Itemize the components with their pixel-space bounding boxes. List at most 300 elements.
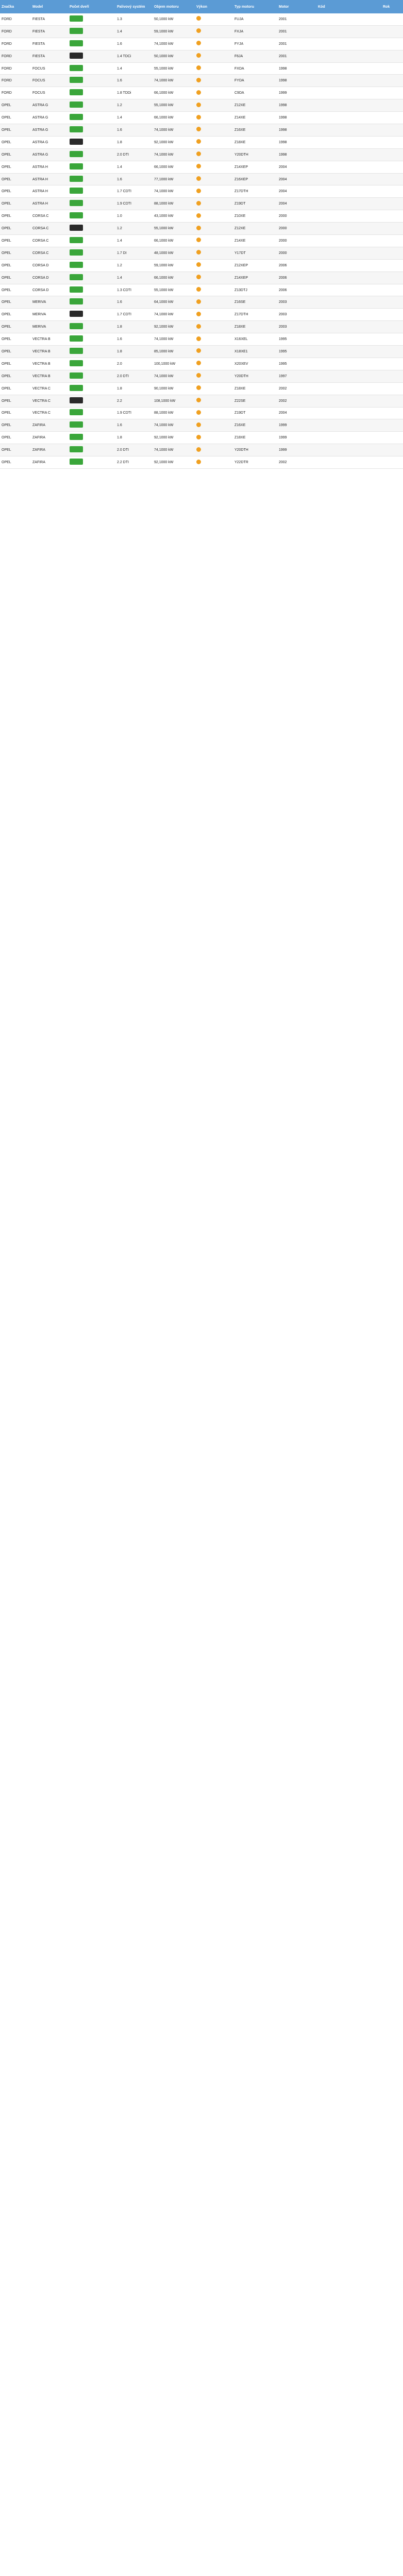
tag-cell [68,298,115,306]
make-cell: OPEL [2,399,11,403]
fuel-cell: 1.9 CDTI [117,202,132,206]
year-cell: 1995 [279,337,287,342]
fuel-cell: 1.4 [117,29,122,33]
marker-dot-icon [196,127,201,131]
tag-cell [68,409,115,417]
table-row[interactable] [0,223,403,235]
engine-cell: Z19DT [234,202,246,206]
table-row[interactable] [0,13,403,26]
model-cell: ZAFIRA [32,436,45,440]
table-row[interactable] [0,333,403,346]
make-cell: OPEL [2,386,11,391]
status-tag-icon [70,323,83,329]
table-row[interactable] [0,272,403,284]
engine-cell: Z22SE [234,399,246,403]
table-row[interactable] [0,432,403,444]
tag-cell [68,114,115,122]
year-cell: 2000 [279,251,287,255]
model-cell: CORSA C [32,239,49,243]
table-row[interactable] [0,99,403,112]
fuel-cell: 1.3 CDTI [117,288,132,292]
marker-dot-icon [196,460,201,464]
tag-cell [68,200,115,208]
status-tag-icon [70,249,83,256]
tag-cell [68,40,115,48]
engine-cell: FUJA [234,17,244,21]
capacity-cell: 77,1000 kW [154,177,174,181]
tag-cell [68,323,115,331]
status-tag-icon [70,89,83,95]
model-cell: VECTRA B [32,337,51,342]
marker-cell [195,385,233,392]
marker-dot-icon [196,373,201,378]
col-header[interactable]: Objem motoru [154,5,179,9]
marker-cell [195,41,233,47]
tag-cell [68,237,115,245]
marker-dot-icon [196,16,201,21]
year-cell: 1999 [279,423,287,428]
tag-cell [68,126,115,134]
engine-cell: Z18XE [234,436,246,440]
year-cell: 1998 [279,128,287,132]
table-row[interactable] [0,210,403,223]
model-cell: ASTRA G [32,104,48,108]
engine-cell: Z19DT [234,411,246,415]
status-tag-icon [70,237,83,243]
fuel-cell: 1.8 [117,140,122,144]
year-cell: 2006 [279,276,287,280]
model-cell: MERIVA [32,325,46,329]
col-header[interactable]: Výkon [196,5,208,9]
fuel-cell: 1.2 [117,227,122,231]
model-cell: ZAFIRA [32,448,45,452]
tag-cell [68,212,115,220]
make-cell: OPEL [2,423,11,428]
col-header[interactable]: Typ motoru [234,5,254,9]
engine-cell: Z17DTH [234,313,248,317]
marker-cell [195,238,233,244]
capacity-cell: 59,1000 kW [154,263,174,267]
year-cell: 2004 [279,165,287,169]
year-cell: 2000 [279,227,287,231]
table-row[interactable] [0,408,403,420]
capacity-cell: 92,1000 kW [154,325,174,329]
model-cell: ZAFIRA [32,423,45,428]
table-row[interactable] [0,309,403,321]
marker-cell [195,410,233,416]
make-cell: FORD [2,29,12,33]
tag-cell [68,188,115,195]
table-row[interactable] [0,161,403,174]
status-tag-icon [70,101,83,108]
table-row[interactable] [0,87,403,99]
table-row[interactable] [0,395,403,408]
marker-cell [195,28,233,35]
make-cell: OPEL [2,104,11,108]
tag-cell [68,311,115,318]
marker-dot-icon [196,447,201,452]
fuel-cell: 1.7 CDTI [117,313,132,317]
capacity-cell: 55,1000 kW [154,104,174,108]
table-row[interactable] [0,444,403,456]
tag-cell [68,274,115,282]
marker-dot-icon [196,139,201,144]
marker-cell [195,447,233,453]
fuel-cell: 2.2 [117,399,122,403]
engine-cell: FYDA [234,79,244,83]
engine-cell: X20XEV [234,362,248,366]
tag-cell [68,53,115,60]
fuel-cell: 2.0 DTI [117,152,129,157]
model-cell: FIESTA [32,29,45,33]
tag-cell [68,360,115,368]
table-row[interactable] [0,346,403,358]
model-cell: FIESTA [32,54,45,58]
capacity-cell: 66,1000 kW [154,116,174,120]
fuel-cell: 1.8 [117,325,122,329]
tag-cell [68,459,115,466]
make-cell: OPEL [2,227,11,231]
marker-cell [195,299,233,306]
capacity-cell: 50,1000 kW [154,54,174,58]
fuel-cell: 1.6 [117,128,122,132]
marker-dot-icon [196,287,201,292]
status-tag-icon [70,385,83,391]
marker-dot-icon [196,164,201,168]
capacity-cell: 88,1000 kW [154,411,174,415]
capacity-cell: 85,1000 kW [154,349,174,353]
marker-dot-icon [196,151,201,156]
marker-dot-icon [196,250,201,255]
capacity-cell: 55,1000 kW [154,227,174,231]
engine-cell: X16XEL [234,337,248,342]
model-cell: ASTRA H [32,177,48,181]
make-cell: OPEL [2,325,11,329]
marker-cell [195,201,233,207]
model-cell: FOCUS [32,79,45,83]
model-cell: VECTRA C [32,399,51,403]
marker-dot-icon [196,238,201,242]
model-cell: ASTRA H [32,202,48,206]
table-row[interactable] [0,370,403,383]
year-cell: 2004 [279,202,287,206]
marker-cell [195,103,233,109]
tag-cell [68,151,115,159]
table-row[interactable] [0,149,403,161]
year-cell: 2004 [279,411,287,415]
table-row[interactable] [0,198,403,210]
make-cell: FORD [2,91,12,95]
year-cell: 1998 [279,152,287,157]
fuel-cell: 2.0 DTI [117,448,129,452]
make-cell: OPEL [2,300,11,304]
capacity-cell: 66,1000 kW [154,165,174,169]
fuel-cell: 1.7 CDTI [117,190,132,194]
marker-cell [195,90,233,96]
engine-cell: Z16XE [234,423,246,428]
fuel-cell: 1.8 [117,349,122,353]
status-tag-icon [70,298,83,304]
marker-cell [195,16,233,22]
engine-cell: Z12XEP [234,263,248,267]
tag-cell [68,385,115,393]
capacity-cell: 88,1000 kW [154,202,174,206]
marker-cell [195,336,233,343]
capacity-cell: 74,1000 kW [154,423,174,428]
model-cell: VECTRA B [32,349,51,353]
table-row[interactable] [0,419,403,432]
capacity-cell: 66,1000 kW [154,276,174,280]
engine-cell: Z18XE [234,325,246,329]
capacity-cell: 92,1000 kW [154,461,174,464]
engine-cell: Y17DT [234,251,246,255]
engine-cell: Z14XEP [234,165,248,169]
status-tag-icon [70,262,83,268]
make-cell: OPEL [2,436,11,440]
make-cell: OPEL [2,448,11,452]
status-tag-icon [70,114,83,120]
capacity-cell: 74,1000 kW [154,79,174,83]
engine-cell: FXDA [234,66,244,71]
marker-dot-icon [196,115,201,120]
marker-cell [195,361,233,367]
make-cell: OPEL [2,349,11,353]
status-tag-icon [70,53,83,59]
capacity-cell: 74,1000 kW [154,374,174,378]
year-cell: 2003 [279,300,287,304]
col-header[interactable]: Model [32,5,43,9]
table-row[interactable] [0,137,403,149]
marker-dot-icon [196,398,201,402]
col-header[interactable]: Motor [279,5,289,9]
tag-cell [68,163,115,171]
model-cell: ZAFIRA [32,461,45,464]
make-cell: OPEL [2,239,11,243]
capacity-cell: 108,1000 kW [154,399,176,403]
engine-cell: Y22DTR [234,461,248,464]
make-cell: OPEL [2,288,11,292]
table-row[interactable] [0,124,403,137]
make-cell: OPEL [2,116,11,120]
marker-dot-icon [196,385,201,390]
make-cell: OPEL [2,276,11,280]
table-header [0,0,403,13]
make-cell: OPEL [2,362,11,366]
status-tag-icon [70,200,83,206]
table-row[interactable] [0,284,403,297]
fuel-cell: 1.8 [117,436,122,440]
table-row[interactable] [0,296,403,309]
tag-cell [68,421,115,429]
tag-cell [68,262,115,269]
model-cell: VECTRA C [32,411,51,415]
model-cell: MERIVA [32,300,46,304]
marker-cell [195,373,233,379]
status-tag-icon [70,176,83,182]
status-tag-icon [70,126,83,132]
fuel-cell: 1.4 TDCi [117,54,131,58]
col-header[interactable]: Počet dveří [70,5,89,9]
year-cell: 2006 [279,288,287,292]
status-tag-icon [70,274,83,280]
tag-cell [68,286,115,294]
marker-cell [195,164,233,170]
make-cell: OPEL [2,263,11,267]
status-tag-icon [70,151,83,157]
table-row[interactable] [0,260,403,272]
model-cell: ASTRA G [32,128,48,132]
status-tag-icon [70,188,83,194]
make-cell: FORD [2,66,12,71]
table-row[interactable] [0,50,403,63]
col-header[interactable]: Značka [2,5,14,9]
marker-dot-icon [196,275,201,279]
make-cell: OPEL [2,461,11,464]
marker-cell [195,65,233,72]
tag-cell [68,77,115,84]
model-cell: CORSA D [32,263,49,267]
year-cell: 1995 [279,349,287,353]
marker-cell [195,53,233,59]
marker-cell [195,250,233,256]
year-cell: 1999 [279,448,287,452]
tag-cell [68,335,115,343]
marker-cell [195,287,233,293]
table-row[interactable] [0,383,403,395]
table-row[interactable] [0,456,403,469]
engine-cell: Z16SE [234,300,246,304]
year-cell: 1999 [279,436,287,440]
table-row[interactable] [0,235,403,247]
marker-dot-icon [196,361,201,365]
year-cell: 2000 [279,214,287,218]
marker-dot-icon [196,435,201,439]
year-cell: 2002 [279,461,287,464]
marker-cell [195,262,233,268]
capacity-cell: 66,1000 kW [154,91,174,95]
make-cell: OPEL [2,140,11,144]
fuel-cell: 1.6 [117,79,122,83]
fuel-cell: 1.4 [117,66,122,71]
col-header[interactable]: Kód [318,5,325,9]
make-cell: FORD [2,17,12,21]
model-cell: MERIVA [32,313,46,317]
table-row[interactable] [0,75,403,87]
status-tag-icon [70,459,83,465]
engine-cell: Z14XEP [234,276,248,280]
engine-cell: Z17DTH [234,190,248,194]
make-cell: OPEL [2,411,11,415]
status-tag-icon [70,434,83,440]
engine-cell: FXJA [234,29,244,33]
model-cell: FIESTA [32,17,45,21]
table-row[interactable] [0,247,403,260]
make-cell: OPEL [2,202,11,206]
status-tag-icon [70,446,83,452]
table-row[interactable] [0,26,403,38]
tag-cell [68,446,115,454]
tag-cell [68,348,115,355]
fuel-cell: 1.9 CDTI [117,411,132,415]
model-cell: VECTRA B [32,374,51,378]
marker-dot-icon [196,176,201,181]
marker-dot-icon [196,41,201,45]
marker-cell [195,324,233,330]
status-tag-icon [70,40,83,46]
model-cell: CORSA D [32,276,49,280]
marker-dot-icon [196,336,201,341]
tag-cell [68,139,115,146]
year-cell: 2003 [279,325,287,329]
fuel-cell: 1.6 [117,177,122,181]
fuel-cell: 1.2 [117,263,122,267]
capacity-cell: 43,1000 kW [154,214,174,218]
model-cell: ASTRA H [32,190,48,194]
make-cell: OPEL [2,190,11,194]
engine-cell: Z16XE [234,128,246,132]
make-cell: OPEL [2,313,11,317]
capacity-cell: 55,1000 kW [154,288,174,292]
table-row[interactable] [0,38,403,50]
marker-dot-icon [196,90,201,95]
engine-cell: Y20DTH [234,448,248,452]
marker-cell [195,151,233,158]
fuel-cell: 1.4 [117,239,122,243]
status-tag-icon [70,421,83,428]
table-row[interactable] [0,321,403,333]
marker-cell [195,398,233,404]
tag-cell [68,89,115,97]
capacity-cell: 48,1000 kW [154,251,174,255]
fuel-cell: 1.8 [117,386,122,391]
marker-dot-icon [196,262,201,267]
status-tag-icon [70,28,83,34]
table-row[interactable] [0,185,403,198]
make-cell: OPEL [2,337,11,342]
col-header[interactable]: Palivový systém [117,5,145,9]
status-tag-icon [70,225,83,231]
year-cell: 2002 [279,399,287,403]
engine-cell: Z12XE [234,104,246,108]
make-cell: FORD [2,42,12,46]
engine-cell: Z12XE [234,227,246,231]
make-cell: OPEL [2,251,11,255]
status-tag-icon [70,335,83,342]
engine-cell: C9DA [234,91,244,95]
table-row[interactable] [0,112,403,124]
marker-cell [195,189,233,195]
table-row[interactable] [0,63,403,75]
table-row[interactable] [0,174,403,186]
engine-cell: F6JA [234,54,243,58]
year-cell: 2006 [279,263,287,267]
capacity-cell: 50,1000 kW [154,17,174,21]
table-row[interactable] [0,358,403,370]
col-header[interactable]: Rok [383,5,390,9]
fuel-cell: 2.0 [117,362,122,366]
marker-cell [195,213,233,219]
model-cell: ASTRA H [32,165,48,169]
capacity-cell: 74,1000 kW [154,337,174,342]
fuel-cell: 1.4 [117,165,122,169]
capacity-cell: 74,1000 kW [154,152,174,157]
status-tag-icon [70,139,83,145]
model-cell: ASTRA G [32,116,48,120]
engine-cell: Z10XE [234,214,246,218]
marker-cell [195,275,233,281]
model-cell: VECTRA B [32,362,51,366]
tag-cell [68,176,115,183]
